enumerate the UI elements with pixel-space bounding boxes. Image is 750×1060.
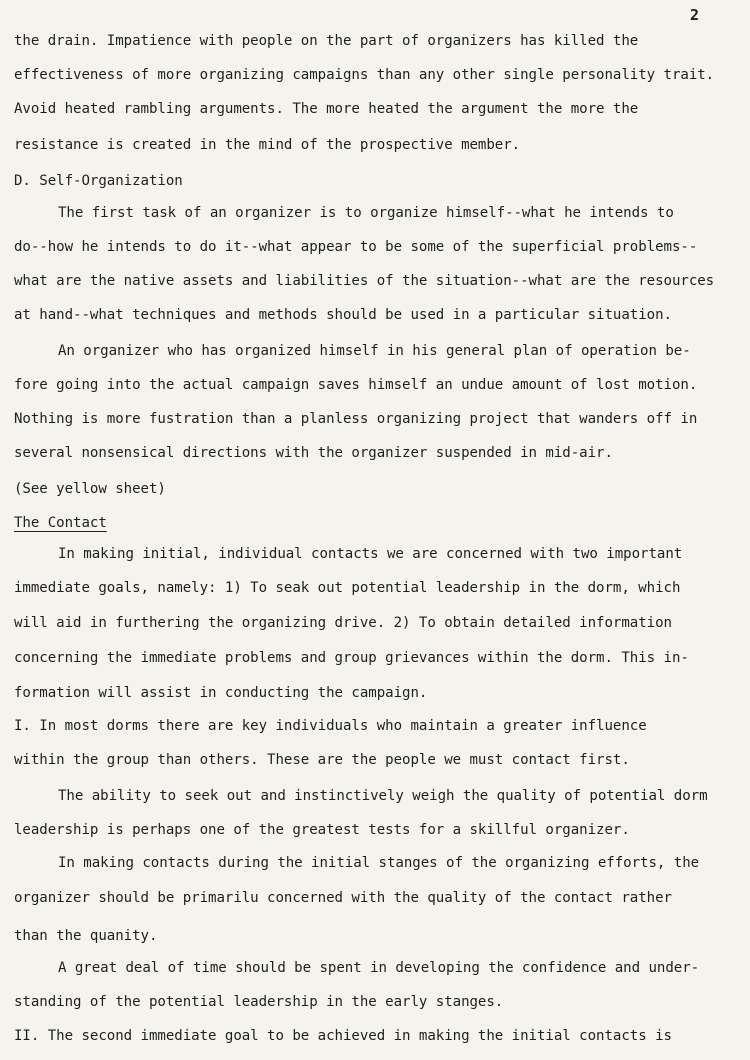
section-heading: The Contact <box>14 515 107 531</box>
numbered-point: II. The second immediate goal to be achieved in making the initial contacts is <box>14 1028 672 1044</box>
text-line: The ability to seek out and instinctively weigh the quality of potential dorm <box>58 788 708 804</box>
note-line: (See yellow sheet) <box>14 481 166 497</box>
section-heading: D. Self-Organization <box>14 173 183 189</box>
text-line: An organizer who has organized himself in his general plan of operation be- <box>58 343 691 359</box>
text-line: at hand--what techniques and methods should be used in a particular situation. <box>14 307 672 323</box>
text-line: leadership is perhaps one of the greatest tests for a skillful organizer. <box>14 822 630 838</box>
text-line: concerning the immediate problems and group grievances within the dorm. This in- <box>14 650 689 666</box>
text-line: standing of the potential leadership in the early stanges. <box>14 994 504 1010</box>
text-line: In making contacts during the initial stanges of the organizing efforts, the <box>58 855 700 871</box>
text-line: In making initial, individual contacts we are concerned with two important <box>58 546 683 562</box>
numbered-point: I. In most dorms there are key individuals who maintain a greater influence <box>14 718 647 734</box>
text-line: fore going into the actual campaign saves himself an undue amount of lost motion. <box>14 377 698 393</box>
text-line: within the group than others. These are the people we must contact first. <box>14 752 630 768</box>
text-line: A great deal of time should be spent in developing the confidence and under- <box>58 960 700 976</box>
text-line: immediate goals, namely: 1) To seak out potential leadership in the dorm, which <box>14 580 681 596</box>
text-line: The first task of an organizer is to organize himself--what he intends to <box>58 205 674 221</box>
page-number: 2 <box>690 6 700 24</box>
text-line: will aid in furthering the organizing drive. 2) To obtain detailed information <box>14 615 672 631</box>
text-line: the drain. Impatience with people on the part of organizers has killed the <box>14 33 639 49</box>
text-line: resistance is created in the mind of the prospective member. <box>14 137 521 153</box>
text-line: what are the native assets and liabilities of the situation--what are the resources <box>14 273 715 289</box>
text-line: than the quanity. <box>14 928 158 944</box>
text-line: formation will assist in conducting the campaign. <box>14 685 428 701</box>
text-line: effectiveness of more organizing campaigns than any other single personality trait. <box>14 67 715 83</box>
text-line: Avoid heated rambling arguments. The more heated the argument the more the <box>14 101 639 117</box>
text-line: do--how he intends to do it--what appear to be some of the superficial problems-- <box>14 239 698 255</box>
text-line: organizer should be primarilu concerned with the quality of the contact rather <box>14 890 672 906</box>
text-line: Nothing is more fustration than a planless organizing project that wanders off in <box>14 411 698 427</box>
text-line: several nonsensical directions with the organizer suspended in mid-air. <box>14 445 613 461</box>
